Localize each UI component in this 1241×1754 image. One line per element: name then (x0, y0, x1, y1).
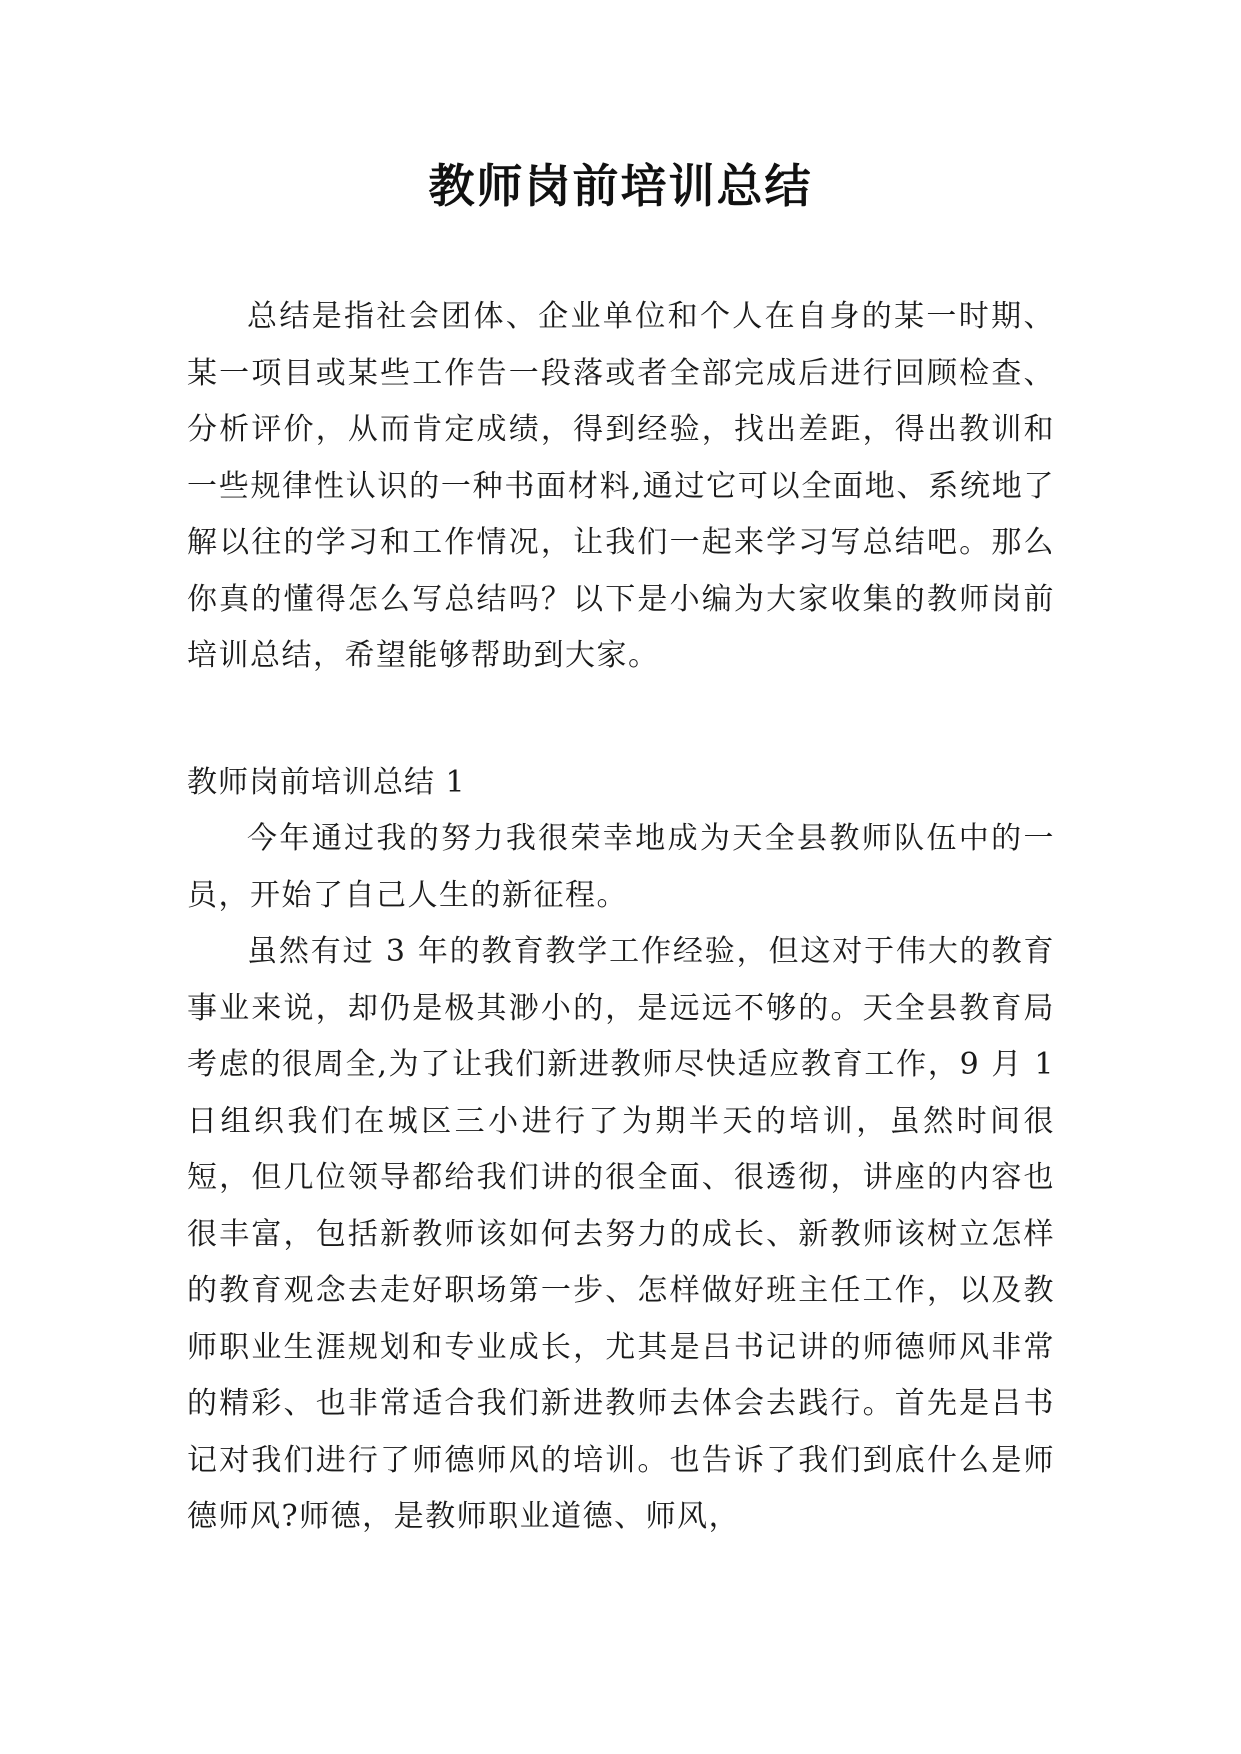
section-heading: 教师岗前培训总结 1 (187, 765, 466, 800)
document-title: 教师岗前培训总结 (428, 159, 813, 213)
intro-paragraph: 总结是指社会团体、企业单位和个人在自身的某一时期、某一项目或某些工作告一段落或者全部完成后进行回顾检查、分析评价，从而肯定成绩，得到经验，找出差距，得出教训和一些规律性认识的一种书面材料,通过它可以全面地、系统地了解以往的学习和工作情况，让我们一起来学习写总结吧。那么你真的懂得怎么写总结吗？以下是小编为大家收集的教师岗前培训总结，希望能够帮助到大家。 (187, 299, 1055, 673)
body-paragraph-2: 虽然有过 3 年的教育教学工作经验，但这对于伟大的教育事业来说，却仍是极其渺小的，是远远不够的。天全县教育局考虑的很周全,为了让我们新进教师尽快适应教育工作，9 月 1 日组织我们在城区三小进行了为期半天的培训，虽然时间很短，但几位领导都给我们讲的很全面、很透彻，讲座的内容也很丰富，包括新教师该如何去努力的成长、新教师该树立怎样的教育观念去走好职场第一步、怎样做好班主任工作，以及教师职业生涯规划和专业成长，尤其是吕书记讲的师德师风非常的精彩、也非常适合我们新进教师去体会去践行。首先是吕书记对我们进行了师德师风的培训。也告诉了我们到底什么是师德师风?师德，是教师职业道德、师风， (187, 934, 1055, 1534)
body-paragraph-1: 今年通过我的努力我很荣幸地成为天全县教师队伍中的一员，开始了自己人生的新征程。 (187, 821, 1055, 913)
